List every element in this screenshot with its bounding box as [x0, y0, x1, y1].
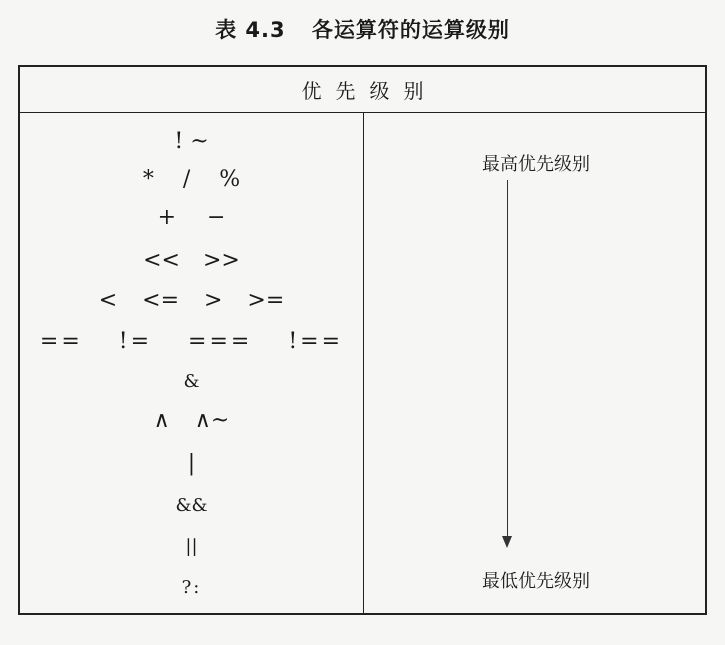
operator-level-12: ?: — [181, 577, 202, 598]
column-divider — [363, 113, 364, 613]
operator-level-11: || — [185, 536, 198, 557]
operator-column — [20, 113, 363, 615]
operator-level-6: == != === !== — [39, 329, 344, 354]
arrow-shaft — [507, 180, 508, 538]
operator-level-5: < <= > >= — [98, 288, 285, 313]
table-number: 表 4.3 — [215, 18, 286, 42]
operator-level-3: + − — [157, 205, 226, 230]
operator-level-8: ∧ ∧~ — [153, 408, 230, 433]
operator-level-10: && — [175, 495, 208, 516]
operator-level-1: ! ~ — [174, 129, 209, 154]
operator-level-2: * / % — [142, 167, 241, 192]
table-header: 优先级别 — [20, 67, 705, 113]
lowest-priority-label: 最低优先级别 — [482, 571, 590, 592]
operator-level-7: & — [183, 371, 200, 392]
table-caption — [0, 14, 725, 44]
arrow-head — [502, 536, 512, 548]
precedence-table — [18, 65, 707, 615]
table-title: 各运算符的运算级别 — [311, 18, 510, 42]
operator-level-9: | — [187, 451, 196, 476]
operator-level-4: << >> — [143, 248, 240, 273]
highest-priority-label: 最高优先级别 — [482, 154, 590, 175]
